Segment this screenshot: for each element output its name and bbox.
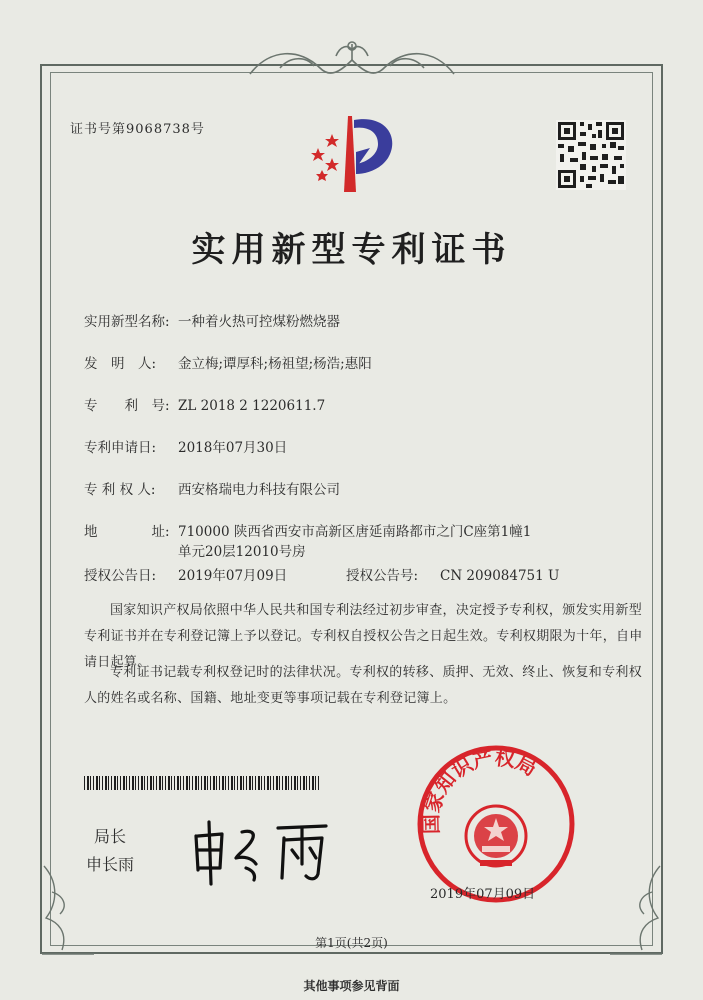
field-grant-date [84,566,287,586]
field-address [84,522,531,542]
field-name-value: 一种着火热可控煤粉燃烧器 [178,314,340,330]
field-filing-date [84,438,287,458]
field-grant-date-value: 2019年07月09日 [178,568,288,584]
field-inventor-value: 金立梅;谭厚科;杨祖望;杨浩;惠阳 [178,356,372,372]
cnipa-logo-icon [296,108,410,194]
field-patentee [84,480,340,500]
certificate-title: 实用新型专利证书 [191,230,512,270]
field-grant-number-label: 授权公告号: [346,568,419,584]
field-name [84,312,340,332]
footer-note: 其他事项参见背面 [303,979,400,993]
field-filing-date-value: 2018年07月30日 [178,440,288,456]
field-grant-date-label: 授权公告日: [84,568,157,584]
field-name-label: 实用新型名称: [84,314,170,330]
qr-code-icon [556,120,626,190]
field-patent-number [84,396,325,416]
barcode-icon [84,776,320,790]
field-address-continued [84,542,306,562]
page-number: 第1页(共2页) [315,936,388,950]
field-address-line1: 710000 陕西省西安市高新区唐延南路都市之门C座第1幢1 [178,524,532,540]
field-patentee-value: 西安格瑞电力科技有限公司 [178,482,340,498]
director-signature [186,818,336,888]
field-inventor-label: 发 明 人: [84,356,157,372]
top-ornament [240,38,464,84]
official-seal [414,742,578,906]
field-patent-number-value: ZL 2018 2 1220611.7 [178,398,326,414]
field-address-label: 地 址: [84,524,170,540]
director-title: 局长 [94,827,127,846]
field-grant-number [346,566,559,586]
field-address-line2: 单元20层12010号房 [178,544,306,560]
field-grant-number-value: CN 209084751 U [440,568,560,584]
legal-paragraph-1: 国家知识产权局依照中华人民共和国专利法经过初步审查，决定授予专利权，颁发实用新型专利证书并在专利登记簿上予以登记。专利权自授权公告之日起生效。专利权期限为十年，自申请日起算。 [84,603,643,670]
director-name: 申长雨 [86,855,135,874]
national-emblem-icon [466,806,526,866]
seal-date: 2019年07月09日 [430,887,536,902]
legal-paragraph-2: 专利证书记载专利权登记时的法律状况。专利权的转移、质押、无效、终止、恢复和专利权人的姓名或名称、国籍、地址变更等事项记载在专利登记簿上。 [84,665,643,706]
certificate-number: 证书号第9068738号 [70,122,205,137]
field-patent-number-label: 专 利 号: [84,398,170,414]
svg-text:国家知识产权局: 国家知识产权局 [418,745,541,835]
field-patentee-label: 专 利 权 人: [84,482,156,498]
field-inventor [84,354,372,374]
field-filing-date-label: 专利申请日: [84,440,157,456]
